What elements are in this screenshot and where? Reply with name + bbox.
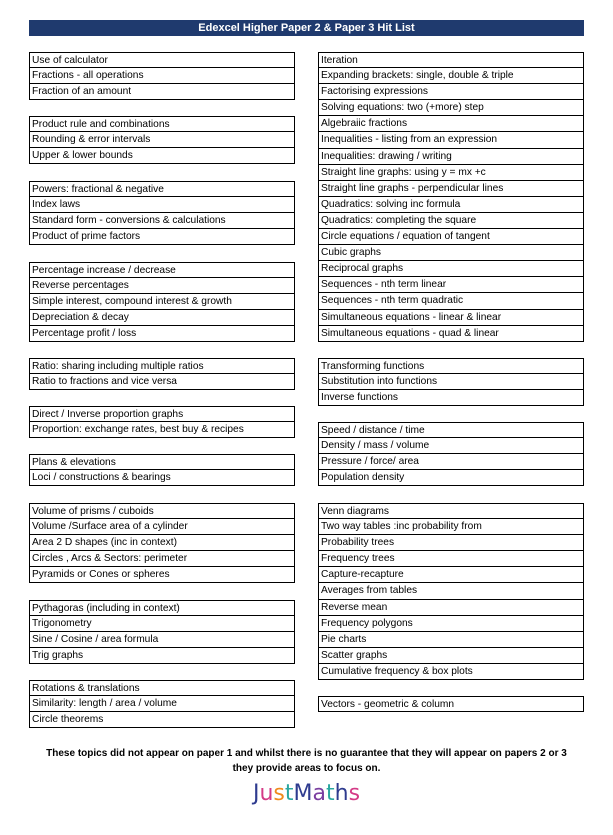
topic-cell: Fraction of an amount [29,84,295,100]
topic-cell: Expanding brackets: single, double & triple [318,68,584,84]
topic-cell: Pythagoras (including in context) [29,600,295,616]
topic-cell: Product rule and combinations [29,116,295,132]
justmaths-logo [0,781,613,806]
topic-cell: Ratio: sharing including multiple ratios [29,358,295,374]
topic-cell: Volume of prisms / cuboids [29,503,295,519]
right-topic-group [318,696,584,712]
page-title: Edexcel Higher Paper 2 & Paper 3 Hit List [29,20,584,36]
topic-cell: Straight line graphs - perpendicular lines [318,181,584,197]
topic-cell: Simple interest, compound interest & growth [29,294,295,310]
topic-cell: Rounding & error intervals [29,132,295,148]
logo-letter: J [252,781,260,806]
topic-cell: Product of prime factors [29,229,295,245]
topic-cell: Pyramids or Cones or spheres [29,567,295,583]
topic-cell: Loci / constructions & bearings [29,470,295,486]
topic-cell: Trig graphs [29,648,295,664]
topic-cell: Circles , Arcs & Sectors: perimeter [29,551,295,567]
left-topic-group [29,116,295,164]
topic-cell: Percentage increase / decrease [29,262,295,278]
footer-note [20,746,593,776]
topic-cell: Transforming functions [318,358,584,374]
logo-letter: a [312,781,326,806]
topic-cell: Probability trees [318,535,584,551]
topic-cell: Plans & elevations [29,454,295,470]
topic-cell: Use of calculator [29,52,295,68]
topic-cell: Rotations & translations [29,680,295,696]
topic-cell: Population density [318,470,584,486]
topic-cell: Venn diagrams [318,503,584,519]
topic-cell: Trigonometry [29,616,295,632]
topic-cell: Inverse functions [318,390,584,406]
topic-cell: Ratio to fractions and vice versa [29,374,295,390]
topic-cell: Direct / Inverse proportion graphs [29,406,295,422]
topic-cell: Index laws [29,197,295,213]
left-topic-group [29,52,295,100]
topic-cell: Area 2 D shapes (inc in context) [29,535,295,551]
logo-letter: t [325,781,335,806]
topic-cell: Algebraiic fractions [318,116,584,132]
topic-cell: Solving equations: two (+more) step [318,100,584,116]
topic-cell: Iteration [318,52,584,68]
topic-cell: Quadratics: completing the square [318,213,584,229]
topic-cell: Cubic graphs [318,245,584,261]
topic-cell: Two way tables :inc probability from [318,519,584,535]
footer-line-1: These topics did not appear on paper 1 and whilst there is no guarantee that they will appear on papers 2 or 3 [46,748,567,759]
topic-cell: Upper & lower bounds [29,148,295,164]
left-topic-group [29,454,295,486]
topic-cell: Reciprocal graphs [318,261,584,277]
left-topic-group [29,262,295,342]
left-topic-group [29,358,295,390]
logo-letter: h [334,781,349,806]
topic-cell: Inequalities - listing from an expression [318,132,584,148]
left-topic-group [29,680,295,728]
topic-cell: Reverse percentages [29,278,295,294]
topic-cell: Factorising expressions [318,84,584,100]
topic-cell: Frequency polygons [318,616,584,632]
left-topic-group [29,600,295,664]
topic-cell: Simultaneous equations - quad & linear [318,326,584,342]
topic-cell: Circle theorems [29,712,295,728]
topic-cell: Proportion: exchange rates, best buy & recipes [29,422,295,438]
topic-cell: Similarity: length / area / volume [29,696,295,712]
topic-cell: Quadratics: solving inc formula [318,197,584,213]
topic-cell: Pressure / force/ area [318,454,584,470]
topic-cell: Simultaneous equations - linear & linear [318,310,584,326]
left-topic-group [29,181,295,245]
topic-cell: Fractions - all operations [29,68,295,84]
topic-cell: Straight line graphs: using y = mx +c [318,165,584,181]
logo-letter: s [273,781,285,806]
logo-letter: u [259,781,274,806]
right-topic-group [318,52,584,342]
topic-cell: Cumulative frequency & box plots [318,664,584,680]
logo-letter: s [348,781,361,806]
topic-cell: Pie charts [318,632,584,648]
topic-cell: Circle equations / equation of tangent [318,229,584,245]
topic-cell: Standard form - conversions & calculations [29,213,295,229]
topic-cell: Averages from tables [318,583,584,599]
left-topic-group [29,406,295,438]
topic-cell: Sequences - nth term quadratic [318,293,584,309]
topic-cell: Inequalities: drawing / writing [318,149,584,165]
topic-cell: Reverse mean [318,600,584,616]
right-topic-group [318,503,584,680]
left-topic-group [29,503,295,583]
topic-cell: Percentage profit / loss [29,326,295,342]
topic-cell: Sine / Cosine / area formula [29,632,295,648]
topic-cell: Frequency trees [318,551,584,567]
logo-letter: M [293,781,313,806]
topic-cell: Powers: fractional & negative [29,181,295,197]
topic-cell: Vectors - geometric & column [318,696,584,712]
topic-cell: Substitution into functions [318,374,584,390]
right-topic-group [318,422,584,486]
topic-cell: Depreciation & decay [29,310,295,326]
topic-cell: Density / mass / volume [318,438,584,454]
footer-line-2: they provide areas to focus on. [232,763,381,774]
topic-cell: Sequences - nth term linear [318,277,584,293]
topic-cell: Volume /Surface area of a cylinder [29,519,295,535]
logo-letter: t [284,781,294,806]
topic-cell: Capture-recapture [318,567,584,583]
topic-cell: Speed / distance / time [318,422,584,438]
topic-cell: Scatter graphs [318,648,584,664]
right-topic-group [318,358,584,406]
